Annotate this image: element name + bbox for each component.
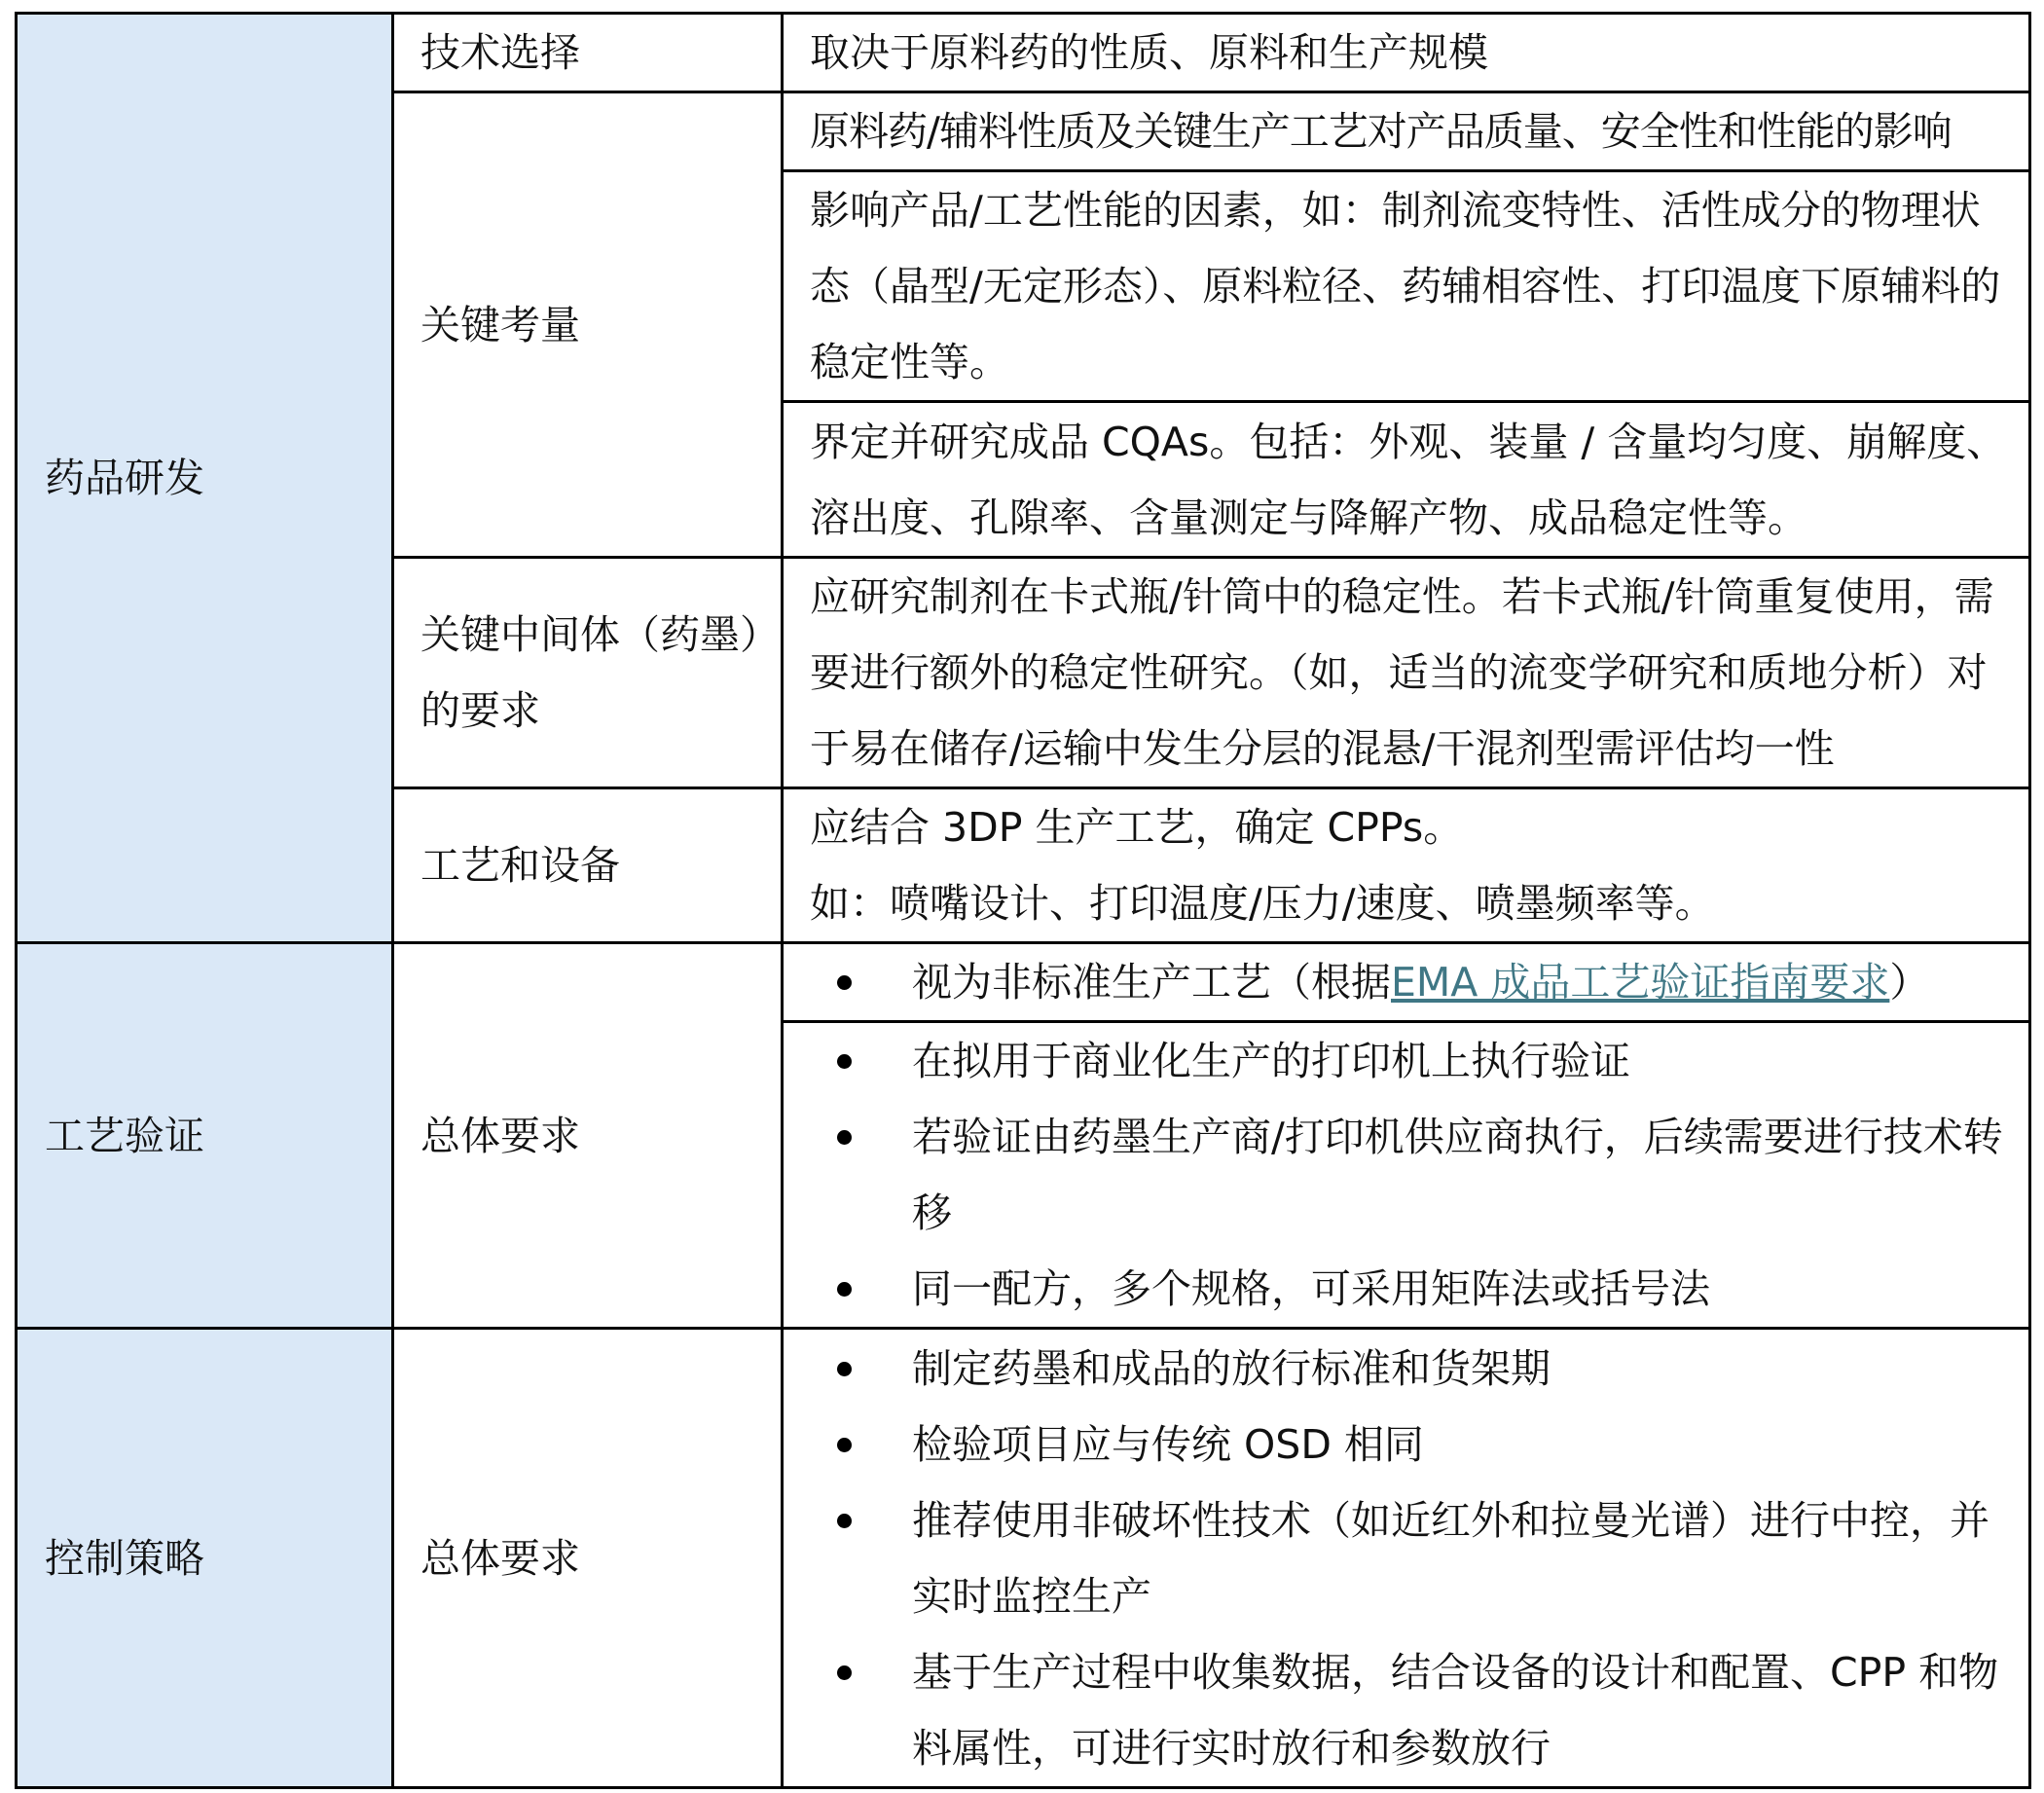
bullet-item: 推荐使用非破坏性技术（如近红外和拉曼光谱）进行中控，并实时监控生产 — [810, 1482, 2011, 1634]
key-item: 影响产品/工艺性能的因素，如：制剂流变特性、活性成分的物理状态（晶型/无定形态）、原料粒径、药辅相容性、打印温度下原辅料的稳定性等。 — [783, 171, 2030, 402]
category-control: 控制策略 — [17, 1329, 393, 1788]
process-line: 如：喷嘴设计、打印温度/压力/速度、喷墨频率等。 — [810, 880, 1715, 927]
label-ink: 关键中间体（药墨）的要求 — [393, 558, 783, 788]
text-tech: 取决于原料药的性质、原料和生产规模 — [783, 14, 2030, 92]
text-process — [783, 788, 2030, 943]
validation-items — [783, 1022, 2030, 1329]
bullet-item: 检验项目应与传统 OSD 相同 — [810, 1407, 2011, 1482]
category-dev — [17, 14, 393, 943]
key-item: 原料药/辅料性质及关键生产工艺对产品质量、安全性和性能的影响 — [783, 92, 2030, 171]
bullet-item: 同一配方，多个规格，可采用矩阵法或括号法 — [810, 1251, 2011, 1327]
text-ink: 应研究制剂在卡式瓶/针筒中的稳定性。若卡式瓶/针筒重复使用，需要进行额外的稳定性研究。（如，适当的流变学研究和质地分析）对于易在储存/运输中发生分层的混悬/干混剂型需评估均一性 — [783, 558, 2030, 788]
label-control: 总体要求 — [393, 1329, 783, 1788]
key-item: 界定并研究成品 CQAs。包括：外观、装量 / 含量均匀度、崩解度、溶出度、孔隙率、含量测定与降解产物、成品稳定性等。 — [783, 402, 2030, 558]
label-validation: 总体要求 — [393, 943, 783, 1329]
category-label: 药品研发 — [45, 455, 204, 501]
bullet-item: 制定药墨和成品的放行标准和货架期 — [810, 1331, 2011, 1407]
bullet-item: 在拟用于商业化生产的打印机上执行验证 — [810, 1023, 2011, 1099]
text: 视为非标准生产工艺（根据 — [912, 959, 1391, 1006]
label-key: 关键考量 — [393, 92, 783, 558]
bullet-item: 若验证由药墨生产商/打印机供应商执行，后续需要进行技术转移 — [810, 1099, 2011, 1251]
validation-first — [783, 943, 2030, 1022]
category-validation: 工艺验证 — [17, 943, 393, 1329]
control-items — [783, 1329, 2030, 1788]
process-line: 应结合 3DP 生产工艺，确定 CPPs。 — [810, 804, 1464, 851]
bullet-item: 基于生产过程中收集数据，结合设备的设计和配置、CPP 和物料属性，可进行实时放行和参数放行 — [810, 1634, 2011, 1786]
bullet-item — [810, 944, 2011, 1020]
label-process: 工艺和设备 — [393, 788, 783, 943]
label-tech: 技术选择 — [393, 14, 783, 92]
regulatory-table — [15, 12, 2031, 1789]
ema-guideline-link[interactable]: EMA 成品工艺验证指南要求 — [1391, 959, 1890, 1006]
text: ） — [1889, 959, 1930, 1006]
